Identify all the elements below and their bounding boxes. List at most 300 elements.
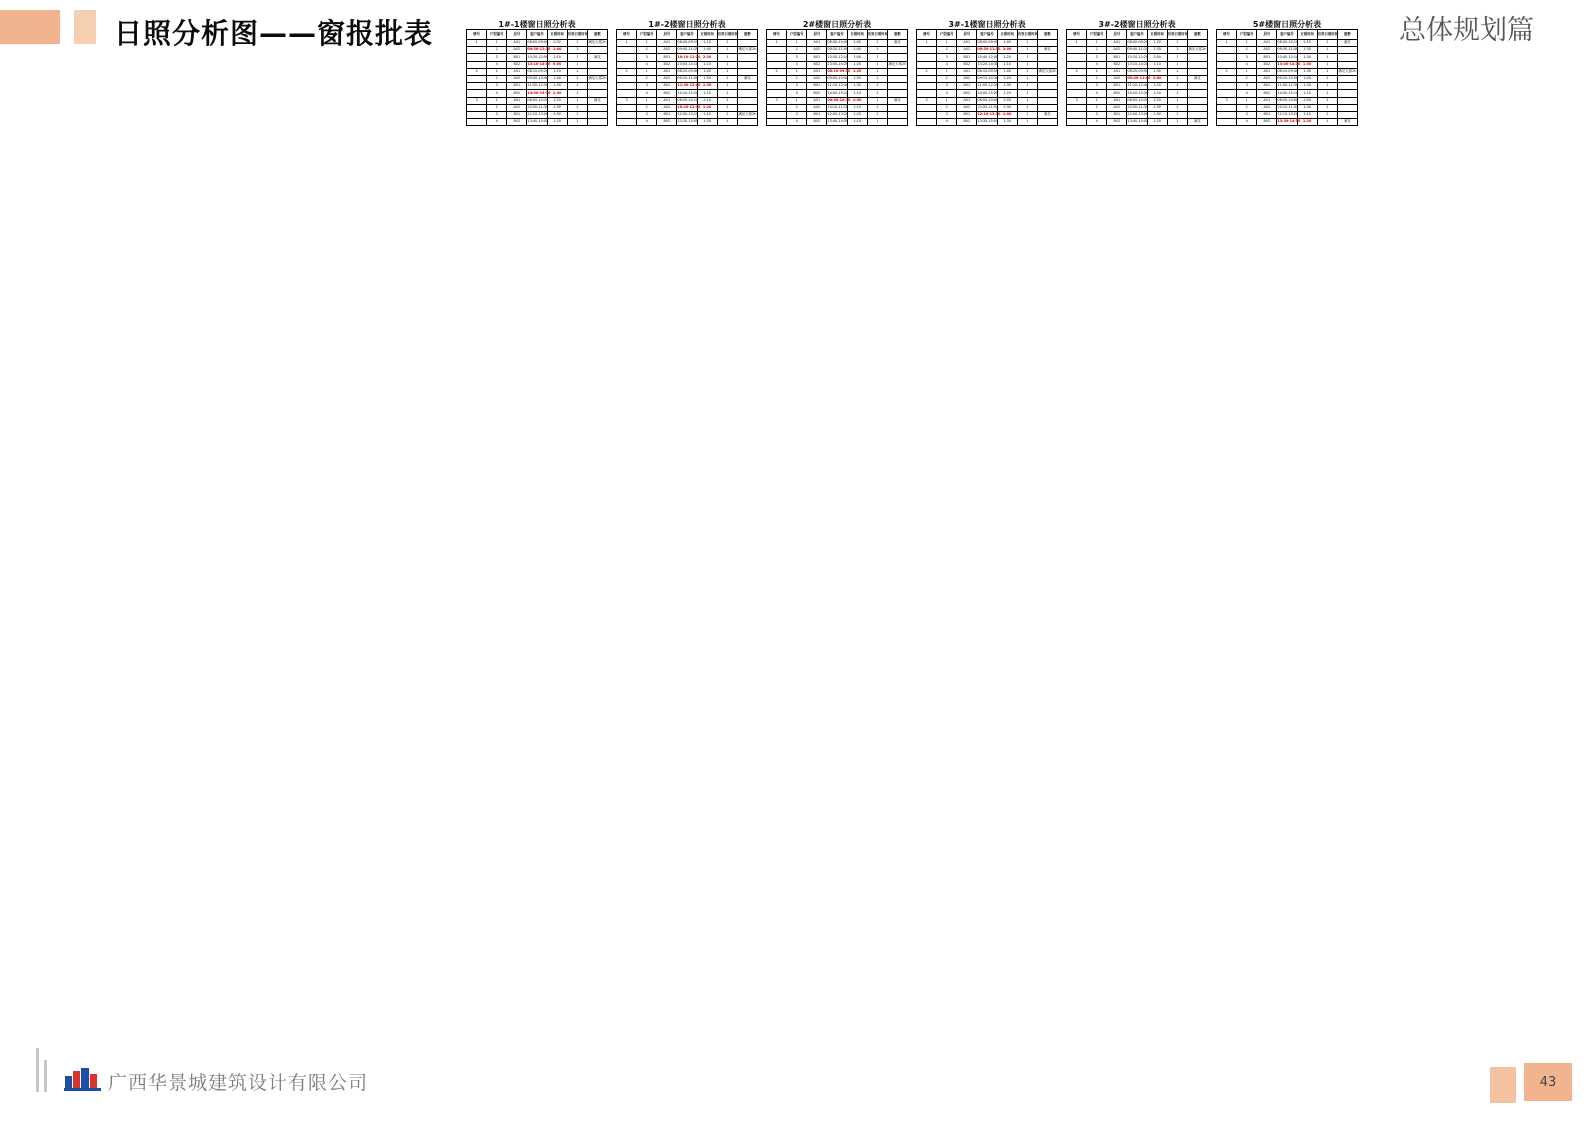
column-header: 窗数 [1337,30,1357,40]
table-cell: 1 [1317,68,1337,75]
sunlight-table-4 [916,20,1058,126]
table-cell: 1:10 [1297,90,1317,97]
table-cell [1067,119,1087,126]
column-header: 楼号 [917,30,937,40]
table-cell: 1 [1017,47,1037,54]
table-cell: 1:20 [997,75,1017,82]
table-cell: 1:20 [847,111,867,118]
table-cell: 1:50 [697,75,717,82]
table-cell [767,61,787,68]
table-cell: 2 [487,75,507,82]
table-cell [1337,111,1357,118]
table-cell: 4 [937,90,957,97]
table-cell: B01 [807,54,827,61]
table-cell: 1:20 [1147,83,1167,90]
table-cell [1217,83,1237,90]
table-cell: 1:00 [997,111,1017,118]
table-cell: 2:20 [697,54,717,61]
table-row [617,68,758,75]
table-row [767,83,908,90]
table-cell: B01 [657,54,677,61]
table-cell [917,54,937,61]
table-cell: A01 [957,68,977,75]
table-cell: 满足 [1037,111,1057,118]
table-cell: 13:30-15:00 [677,119,697,126]
table-cell: 1 [867,75,887,82]
table-cell: 4 [637,61,657,68]
table-cell: 1 [1317,61,1337,68]
table-cell: B01 [957,83,977,90]
table-cell: 1 [567,68,587,75]
table-cell: 3 [487,83,507,90]
table-cell: 09:20-11:00 [827,47,847,54]
header-accent-block [0,10,60,44]
table-cell: A01 [1257,97,1277,104]
table-cell [1037,90,1057,97]
table-cell: B01 [807,111,827,118]
table-cell: 4 [1237,61,1257,68]
table-cell: 1 [717,40,737,47]
table-cell [1337,54,1357,61]
table-cell: 1 [717,90,737,97]
table-cell: 2:00 [1297,97,1317,104]
table-row [917,68,1058,75]
table-cell: A02 [1257,75,1277,82]
table-cell: 2 [637,75,657,82]
table-cell: A01 [657,40,677,47]
table-cell: 1:30 [1147,68,1167,75]
table-cell: 1 [867,111,887,118]
column-header: 楼号 [617,30,637,40]
column-header: 日照时间 [547,30,567,40]
table-cell: A02 [1107,47,1127,54]
table-cell [1187,104,1207,111]
table-cell: 1 [767,40,787,47]
table-cell: 1 [717,61,737,68]
table-cell: 1 [567,61,587,68]
table-cell: 1 [867,68,887,75]
table-cell: B02 [957,119,977,126]
table-cell [1187,68,1207,75]
table-cell: A02 [507,104,527,111]
table-row [767,68,908,75]
column-header: 窗数 [737,30,757,40]
table-row [1067,68,1208,75]
table-cell: 4 [1087,119,1107,126]
column-header: 楼号 [1217,30,1237,40]
sunlight-table-grid [1216,29,1358,126]
table-cell [1337,47,1357,54]
table-cell: 1 [467,40,487,47]
table-cell [1187,54,1207,61]
table-cell: 3 [637,54,657,61]
table-cell: 4 [787,119,807,126]
table-cell: 1:10 [697,61,717,68]
table-cell: 满足大寒2h [1187,47,1207,54]
column-header: 窗户编号 [527,30,547,40]
table-row [617,119,758,126]
table-cell: 1:30 [1147,47,1167,54]
table-row [917,40,1058,47]
table-cell: 2 [937,104,957,111]
section-title: 总体规划篇 [1399,15,1534,46]
table-cell: 1:30 [1297,83,1317,90]
table-cell: 2 [1237,104,1257,111]
table-cell: 09:00-10:40 [527,75,547,82]
table-cell: A01 [1257,40,1277,47]
table-cell: 1 [917,40,937,47]
table-cell: 1:30 [697,119,717,126]
table-cell: A02 [807,104,827,111]
table-cell: 1 [717,111,737,118]
table-cell [1217,61,1237,68]
table-cell: 0:50 [547,111,567,118]
table-cell: 3 [637,83,657,90]
table-row [467,61,608,68]
table-cell [887,47,907,54]
table-cell [1337,97,1357,104]
table-row [767,61,908,68]
table-row [467,40,608,47]
table-cell: 3 [767,97,787,104]
table-cell: 1 [1167,47,1187,54]
column-header: 户型编号 [787,30,807,40]
table-row [1217,104,1358,111]
table-row [1217,119,1358,126]
column-header: 楼号 [1067,30,1087,40]
table-cell: 1 [1317,119,1337,126]
table-cell [1337,104,1357,111]
table-cell: 2:30 [847,97,867,104]
table-cell: 4 [1237,119,1257,126]
column-header: 层号 [957,30,977,40]
column-header: 窗数 [1187,30,1207,40]
table-cell: 1 [1017,111,1037,118]
header-accent-block-light [74,10,96,44]
table-cell [1337,90,1357,97]
table-cell: 14:00-15:10 [827,90,847,97]
table-title: 1#-2楼窗日照分析表 [648,20,726,29]
table-cell: B02 [1257,119,1277,126]
table-cell: 2 [487,104,507,111]
table-cell [737,61,757,68]
column-header: 户型编号 [1237,30,1257,40]
table-cell: 1 [867,54,887,61]
table-cell: 2 [637,47,657,54]
table-cell: 1 [1167,97,1187,104]
table-cell: 1 [637,68,657,75]
table-cell: 1:20 [697,68,717,75]
sunlight-table-2 [616,20,758,126]
table-cell: A01 [1107,97,1127,104]
table-cell: 11:10-12:40 [827,83,847,90]
table-cell: 10:10-12:30 [677,54,697,61]
table-cell [767,47,787,54]
table-cell: 1 [717,54,737,61]
column-header: 窗户编号 [827,30,847,40]
table-cell: 2 [1237,75,1257,82]
table-cell: 10:40-12:00 [977,54,997,61]
table-cell: B01 [1107,111,1127,118]
table-row [1067,83,1208,90]
table-cell: 1:30 [1147,104,1167,111]
table-cell: B01 [1257,111,1277,118]
table-cell: 1 [1017,90,1037,97]
column-header: 日照时间 [697,30,717,40]
table-cell [1067,90,1087,97]
table-cell [1037,97,1057,104]
table-cell: 2 [937,75,957,82]
table-cell: 2 [1087,47,1107,54]
table-cell: 09:10-11:00 [677,75,697,82]
table-cell [917,111,937,118]
table-cell: B01 [1107,83,1127,90]
table-cell [1337,83,1357,90]
table-cell: A02 [507,47,527,54]
table-cell [617,104,637,111]
table-cell: 1:10 [847,119,867,126]
column-header: 有效日照时间 [1167,30,1187,40]
table-row [1067,40,1208,47]
table-cell: 3 [1087,111,1107,118]
table-cell [1187,61,1207,68]
table-cell: 1 [717,75,737,82]
table-cell: 1 [567,90,587,97]
table-cell: B02 [807,90,827,97]
table-cell [887,83,907,90]
table-cell [917,104,937,111]
table-cell: 1 [1087,68,1107,75]
table-cell: 1 [1167,54,1187,61]
table-cell: 13:30-14:50 [1277,119,1297,126]
table-cell: 09:10-10:50 [1277,75,1297,82]
table-cell: 1 [1167,104,1187,111]
sunlight-table-grid [1066,29,1208,126]
footer-divider-short [44,1060,47,1092]
table-cell: 2 [787,104,807,111]
table-cell: 08:20-09:40 [677,68,697,75]
table-cell [617,111,637,118]
table-cell: 1:30 [697,83,717,90]
table-cell [767,75,787,82]
table-cell [767,83,787,90]
table-cell: 4 [937,119,957,126]
table-cell: A02 [807,75,827,82]
table-cell: 09:30-11:00 [1277,47,1297,54]
table-cell: 1:40 [847,54,867,61]
table-cell: 1 [567,47,587,54]
table-cell: 13:20-14:30 [977,61,997,68]
table-cell: B01 [507,111,527,118]
table-cell: 1 [1167,83,1187,90]
table-cell: 2 [787,75,807,82]
table-row [1217,90,1358,97]
table-cell [1187,40,1207,47]
table-row [917,61,1058,68]
table-row [1217,40,1358,47]
table-cell: 4 [1087,61,1107,68]
table-cell: 1:20 [997,90,1017,97]
table-cell [917,83,937,90]
table-row [467,47,608,54]
table-cell [1217,90,1237,97]
table-cell: 3 [787,83,807,90]
table-cell: B02 [507,119,527,126]
table-cell [767,54,787,61]
table-cell: B02 [1107,119,1127,126]
table-cell: 2:20 [547,97,567,104]
table-cell: 1 [637,40,657,47]
table-cell: 1:40 [547,47,567,54]
table-cell [737,83,757,90]
table-row [1217,54,1358,61]
table-cell: 1:20 [847,68,867,75]
table-cell [1187,90,1207,97]
table-row [1217,75,1358,82]
table-cell [767,104,787,111]
table-cell [1067,83,1087,90]
table-cell: 1:30 [1297,61,1317,68]
table-cell: 08:10-09:20 [527,68,547,75]
table-cell [1037,40,1057,47]
table-cell [917,119,937,126]
table-cell: 1:40 [547,75,567,82]
table-cell: 满足大寒2h [587,40,607,47]
table-cell: 1 [1017,83,1037,90]
table-cell: 1:00 [1147,111,1167,118]
column-header: 日照时间 [847,30,867,40]
table-cell: 08:00-09:10 [677,40,697,47]
table-cell: 1 [487,40,507,47]
table-cell: 10:20-12:00 [527,54,547,61]
table-cell [587,61,607,68]
table-row [467,90,608,97]
table-cell [917,75,937,82]
sunlight-table-grid [916,29,1058,126]
table-title: 3#-2楼窗日照分析表 [1098,20,1176,29]
table-cell: 3 [1087,54,1107,61]
table-cell [737,40,757,47]
table-cell [887,104,907,111]
table-cell: 2:10 [1297,40,1317,47]
table-title: 3#-1楼窗日照分析表 [948,20,1026,29]
table-cell: 1:30 [1297,104,1317,111]
table-cell: A02 [807,47,827,54]
table-cell: 1 [1167,90,1187,97]
table-cell: 08:00-10:00 [977,97,997,104]
table-cell: A02 [1257,47,1277,54]
table-cell [737,119,757,126]
column-header: 层号 [657,30,677,40]
table-cell: 08:20-09:50 [1127,68,1147,75]
table-cell: 1:40 [1297,75,1317,82]
table-row [917,90,1058,97]
table-cell: 1 [1317,83,1337,90]
table-cell: 1:40 [697,47,717,54]
table-cell [467,111,487,118]
table-cell: 1 [1317,40,1337,47]
table-cell: 2:00 [997,47,1017,54]
table-cell: 2 [1217,68,1237,75]
table-cell: 08:00-10:10 [677,97,697,104]
table-cell: 3 [487,54,507,61]
page-number: 43 [1524,1063,1572,1101]
table-row [1067,97,1208,104]
table-cell: 13:10-14:20 [1127,61,1147,68]
column-header: 户型编号 [487,30,507,40]
table-cell: 10:00-11:30 [1127,104,1147,111]
table-title: 1#-1楼窗日照分析表 [498,20,576,29]
table-cell: 1 [567,119,587,126]
table-cell: B02 [1257,90,1277,97]
table-cell: 1:40 [847,47,867,54]
table-cell: A02 [1257,104,1277,111]
table-cell: 1:30 [1297,54,1317,61]
table-cell [617,47,637,54]
table-cell [587,83,607,90]
table-cell: 4 [787,61,807,68]
column-header: 楼号 [467,30,487,40]
table-cell: 2 [767,68,787,75]
table-cell: 3 [787,111,807,118]
table-cell [587,90,607,97]
table-cell [1067,75,1087,82]
table-row [1217,68,1358,75]
table-cell [1037,75,1057,82]
table-cell [587,47,607,54]
table-cell: 满足 [887,40,907,47]
table-row [767,97,908,104]
table-cell [887,54,907,61]
table-cell [1217,75,1237,82]
table-cell: 1 [717,97,737,104]
table-cell: 1:20 [847,61,867,68]
table-cell: 09:30-11:10 [527,47,547,54]
table-cell: 1 [1017,119,1037,126]
table-cell: 1 [717,119,737,126]
table-row [1067,75,1208,82]
table-cell: 1 [1167,40,1187,47]
table-cell: A02 [657,104,677,111]
table-cell: 10:20-11:40 [677,104,697,111]
table-cell: 1:10 [997,61,1017,68]
table-cell: 1 [567,97,587,104]
column-header: 户型编号 [637,30,657,40]
table-row [917,119,1058,126]
table-cell: 1:20 [547,119,567,126]
table-row [1067,119,1208,126]
table-cell [617,61,637,68]
sunlight-table-1 [466,20,608,126]
column-header: 日照时间 [1297,30,1317,40]
table-cell: 2 [467,68,487,75]
table-cell: 1 [567,83,587,90]
column-header: 层号 [1107,30,1127,40]
table-cell: 1 [1087,40,1107,47]
table-cell: 1:20 [997,54,1017,61]
table-cell: 13:00-14:20 [827,61,847,68]
table-cell [887,90,907,97]
table-cell: 1:10 [1147,61,1167,68]
table-cell: 1:20 [1147,119,1167,126]
table-cell: 1:40 [997,40,1017,47]
table-row [1217,97,1358,104]
table-cell: A01 [507,97,527,104]
table-cell: 08:00-10:20 [1127,97,1147,104]
table-cell: 1:30 [997,104,1017,111]
column-header: 窗户编号 [1277,30,1297,40]
column-header: 层号 [507,30,527,40]
